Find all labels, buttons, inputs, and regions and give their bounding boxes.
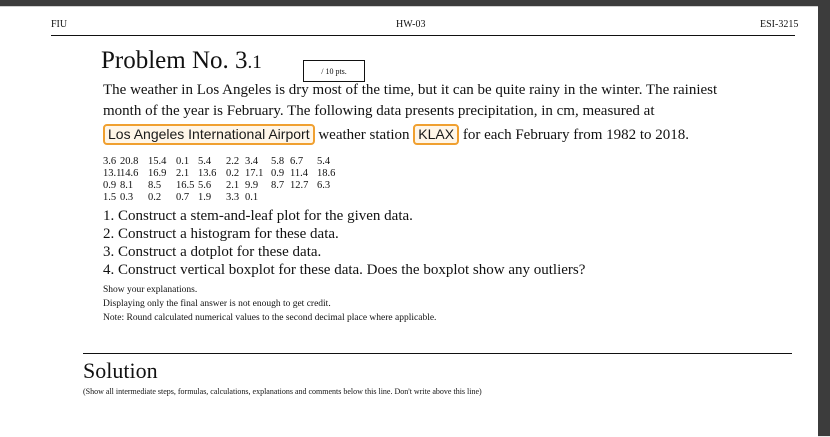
data-value: 2.2 (226, 156, 240, 167)
task-item: 2. Construct a histogram for these data. (103, 226, 339, 242)
header-right: ESI-3215 (760, 19, 799, 30)
data-value: 0.1 (176, 156, 190, 167)
data-value: 13.1 (103, 168, 122, 179)
data-value: 12.7 (290, 180, 309, 191)
data-value: 6.3 (317, 180, 331, 191)
data-value: 0.9 (271, 168, 285, 179)
data-value: 20.8 (120, 156, 139, 167)
data-value: 1.9 (198, 192, 212, 203)
data-value: 0.2 (148, 192, 162, 203)
data-value: 17.1 (245, 168, 264, 179)
data-value: 3.3 (226, 192, 240, 203)
data-value: 8.5 (148, 180, 162, 191)
data-value: 0.1 (245, 192, 259, 203)
data-value: 8.7 (271, 180, 285, 191)
intro-end-text: for each February from 1982 to 2018. (462, 127, 690, 143)
problem-title-sub: .1 (247, 52, 262, 73)
data-value: 16.5 (176, 180, 195, 191)
task-item: 1. Construct a stem-and-leaf plot for the given data. (103, 208, 413, 224)
precipitation-data (103, 156, 337, 204)
data-value: 0.2 (226, 168, 240, 179)
document-page (0, 6, 818, 437)
solution-note: (Show all intermediate steps, formulas, calculations, explanations and comments below this line. Don't write above this line) (83, 387, 482, 396)
data-row (103, 192, 337, 204)
points-box (303, 60, 365, 82)
data-value: 5.6 (198, 180, 212, 191)
data-value: 11.4 (290, 168, 308, 179)
header-center: HW-03 (396, 19, 426, 30)
window-right-border (818, 0, 830, 436)
solution-title: Solution (83, 358, 158, 383)
data-value: 3.6 (103, 156, 117, 167)
data-value: 0.3 (120, 192, 134, 203)
problem-title (101, 47, 262, 75)
data-row (103, 168, 337, 180)
data-row (103, 156, 337, 168)
data-value: 5.4 (198, 156, 212, 167)
notes (103, 283, 436, 325)
data-value: 0.9 (103, 180, 117, 191)
data-value: 18.6 (317, 168, 336, 179)
task-item: 4. Construct vertical boxplot for these data. Does the boxplot show any outliers? (103, 262, 586, 278)
problem-title-main: Problem No. 3 (101, 47, 248, 74)
points-label: / 10 pts. (321, 66, 347, 76)
station-code-highlight[interactable]: KLAX (413, 124, 459, 145)
intro-line-3 (103, 124, 803, 145)
data-value: 14.6 (120, 168, 139, 179)
data-value: 2.1 (226, 180, 240, 191)
header-rule (51, 35, 795, 36)
note-item: Show your explanations. (103, 285, 198, 295)
data-value: 0.7 (176, 192, 190, 203)
data-row (103, 180, 337, 192)
intro-line-2: month of the year is February. The following data presents precipitation, in cm, measured at (103, 103, 655, 119)
note-item: Note: Round calculated numerical values to the second decimal place where applicable. (103, 313, 437, 323)
task-list (103, 207, 585, 279)
data-value: 15.4 (148, 156, 167, 167)
header-left: FIU (51, 19, 68, 30)
data-value: 16.9 (148, 168, 167, 179)
data-value: 9.9 (245, 180, 259, 191)
task-item: 3. Construct a dotplot for these data. (103, 244, 322, 260)
data-value: 1.5 (103, 192, 117, 203)
data-value: 5.4 (317, 156, 331, 167)
data-value: 2.1 (176, 168, 190, 179)
data-value: 3.4 (245, 156, 259, 167)
station-name-highlight[interactable]: Los Angeles International Airport (103, 124, 315, 145)
intro-mid-text: weather station (318, 127, 410, 143)
data-value: 5.8 (271, 156, 285, 167)
data-value: 8.1 (120, 180, 134, 191)
note-item: Displaying only the final answer is not enough to get credit. (103, 299, 331, 309)
intro-line-1: The weather in Los Angeles is dry most of the time, but it can be quite rainy in the winter. The rainiest (103, 82, 718, 98)
data-value: 6.7 (290, 156, 304, 167)
data-value: 13.6 (198, 168, 217, 179)
solution-rule (83, 353, 792, 354)
